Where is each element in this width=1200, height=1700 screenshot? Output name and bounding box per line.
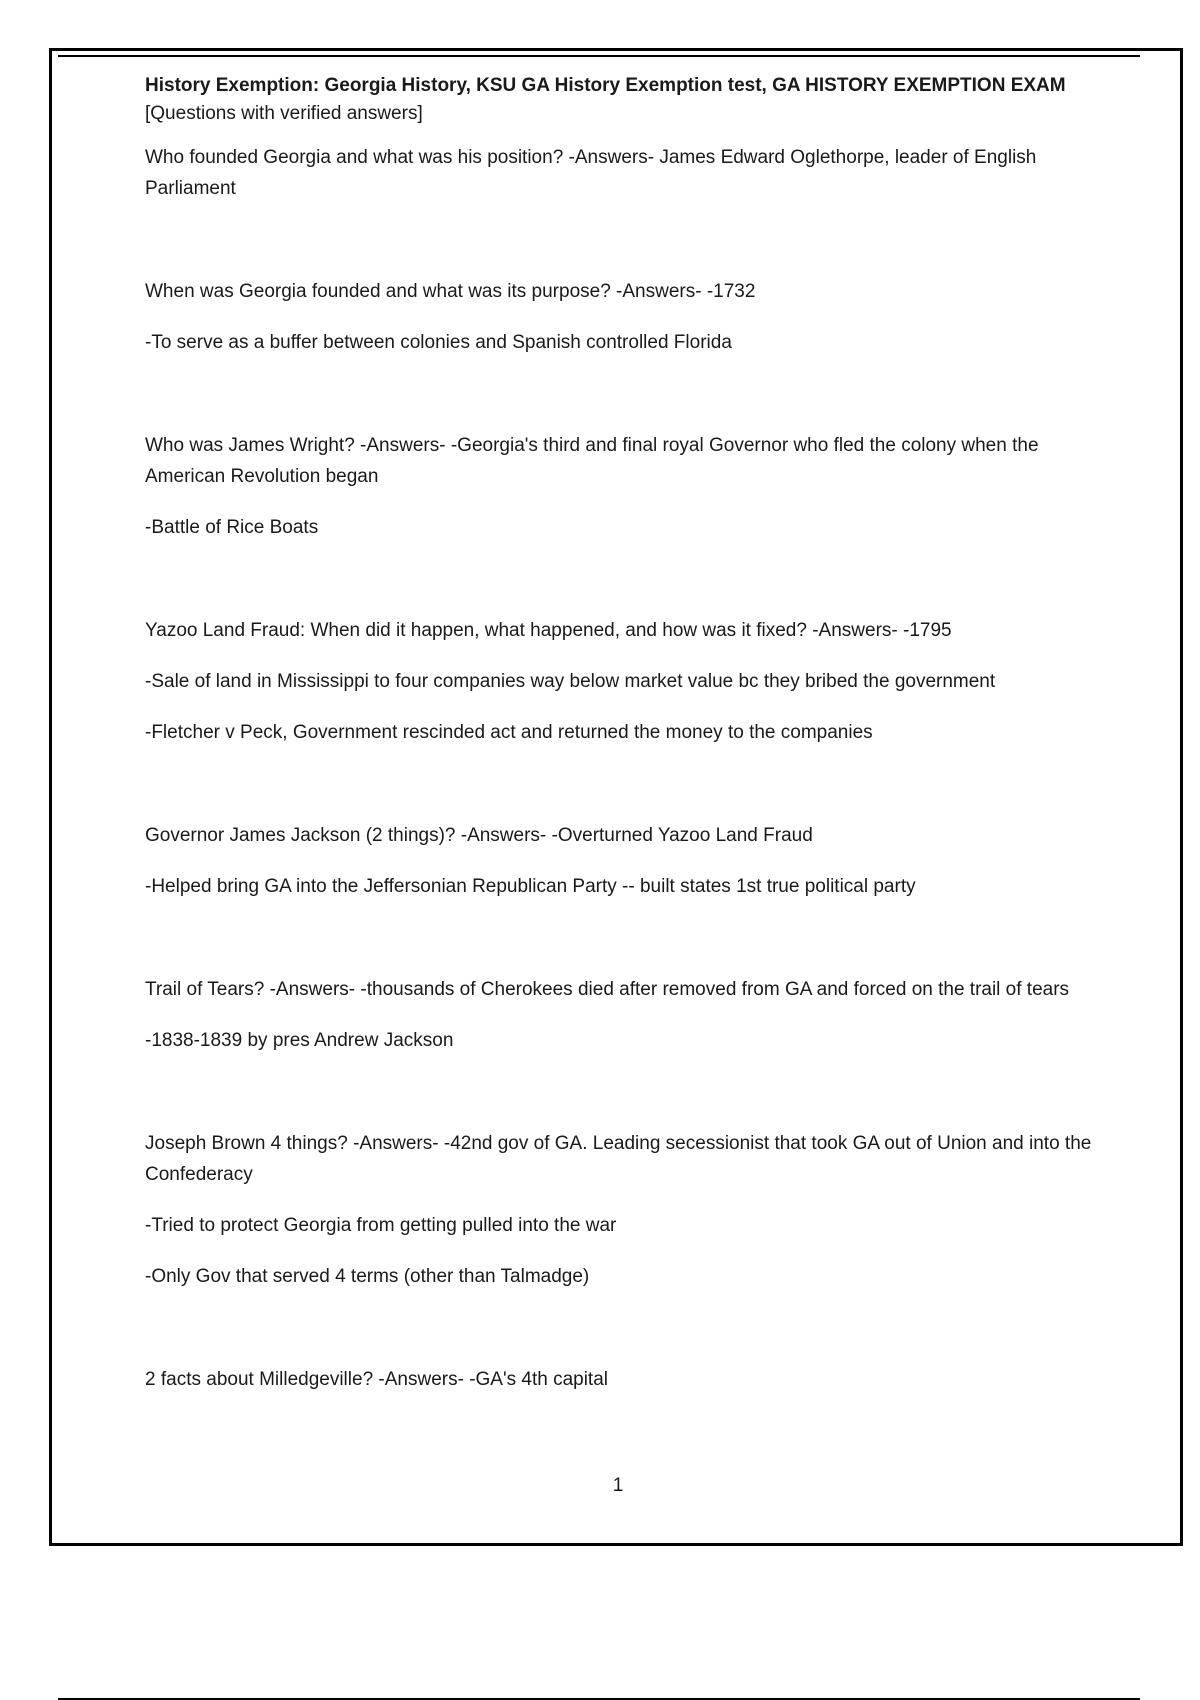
qa-line: Yazoo Land Fraud: When did it happen, what happened, and how was it fixed? -Answers- -1795 [145, 620, 952, 641]
qa-item-3 [145, 430, 1095, 543]
document-subtitle: [Questions with verified answers] [145, 103, 423, 124]
qa-item-8 [145, 1364, 1095, 1395]
qa-line: -Tried to protect Georgia from getting pulled into the war [145, 1215, 617, 1236]
qa-item-5 [145, 820, 1095, 902]
document-title: History Exemption: Georgia History, KSU GA History Exemption test, GA HISTORY EXEMPTION EXAM [145, 75, 1066, 96]
qa-line: Joseph Brown 4 things? -Answers- -42nd gov of GA. Leading secessionist that took GA out of Union and into the Confederacy [145, 1133, 1092, 1185]
qa-line: Who founded Georgia and what was his position? -Answers- James Edward Oglethorpe, leader of English Parliament [145, 147, 1037, 199]
qa-line: -Fletcher v Peck, Government rescinded act and returned the money to the companies [145, 722, 873, 743]
qa-line: -To serve as a buffer between colonies and Spanish controlled Florida [145, 332, 732, 353]
qa-line: When was Georgia founded and what was its purpose? -Answers- -1732 [145, 281, 756, 302]
qa-line: Who was James Wright? -Answers- -Georgia's third and final royal Governor who fled the colony when the American Revolution began [145, 435, 1039, 487]
qa-line: 2 facts about Milledgeville? -Answers- -GA's 4th capital [145, 1369, 608, 1390]
qa-line: -1838-1839 by pres Andrew Jackson [145, 1030, 454, 1051]
qa-line: Trail of Tears? -Answers- -thousands of Cherokees died after removed from GA and forced on the trail of tears [145, 979, 1070, 1000]
qa-line: -Only Gov that served 4 terms (other than Talmadge) [145, 1266, 590, 1287]
page-number: 1 [612, 1475, 624, 1496]
qa-line: -Sale of land in Mississippi to four companies way below market value bc they bribed the government [145, 671, 996, 692]
qa-item-7 [145, 1128, 1095, 1292]
qa-line: -Battle of Rice Boats [145, 517, 319, 538]
qa-item-2 [145, 276, 1095, 358]
qa-line: Governor James Jackson (2 things)? -Answers- -Overturned Yazoo Land Fraud [145, 825, 813, 846]
document-body [145, 72, 1095, 1395]
qa-line: -Helped bring GA into the Jeffersonian Republican Party -- built states 1st true political party [145, 876, 916, 897]
qa-item-4 [145, 615, 1095, 748]
qa-item-6 [145, 974, 1095, 1056]
qa-item-1 [145, 142, 1095, 204]
